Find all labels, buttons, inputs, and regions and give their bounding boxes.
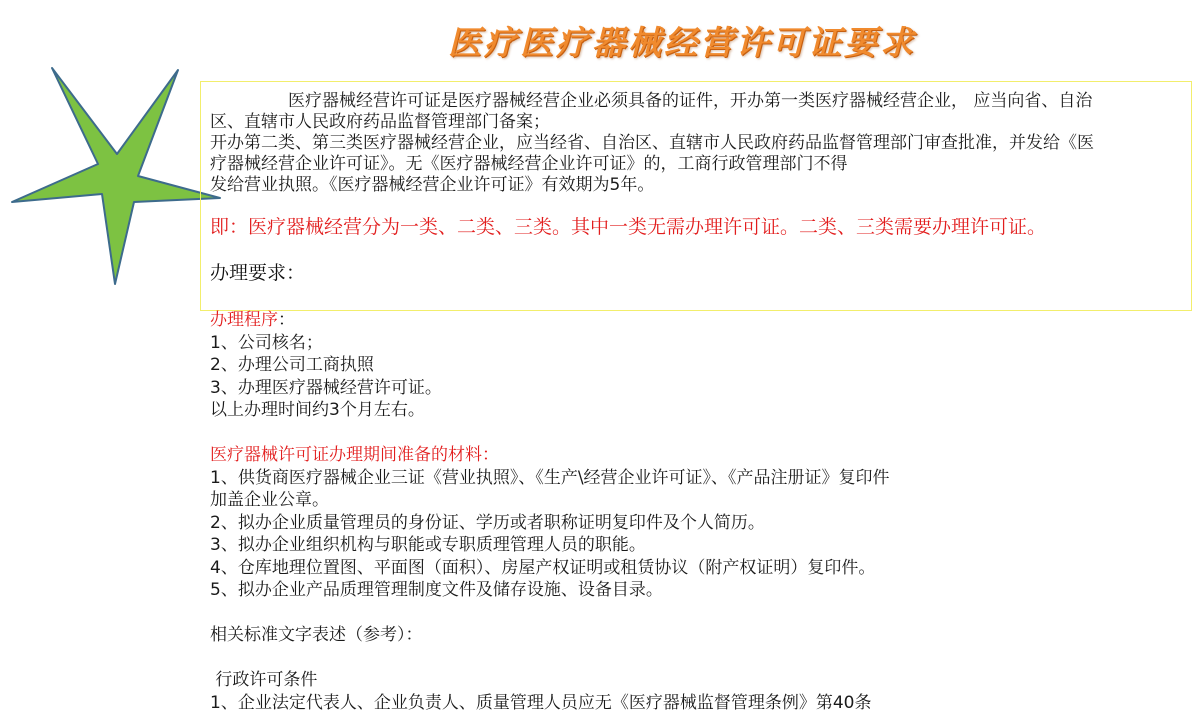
conditions-heading: 行政许可条件 xyxy=(210,670,318,690)
intro-line-1: 医疗器械经营许可证是医疗器械经营企业必须具备的证件，开办第一类医疗器械经营企业， 应当向省、自治 xyxy=(288,91,1093,111)
materials-item-1-continued: 加盖企业公章。 xyxy=(210,490,329,510)
classification-highlight: 即：医疗器械经营分为一类、二类、三类。其中一类无需办理许可证。二类、三类需要办理许可证。 xyxy=(210,216,1047,238)
requirements-title: 办理要求： xyxy=(210,262,306,284)
procedure-heading-text: 办理程序 xyxy=(210,310,278,330)
reference-heading: 相关标准文字表述（参考）： xyxy=(210,625,423,645)
materials-item-4: 4、仓库地理位置图、平面图（面积）、房屋产权证明或租赁协议（附产权证明）复印件。 xyxy=(210,557,876,578)
intro-line-2: 区、直辖市人民政府药品监督管理部门备案； xyxy=(210,112,550,132)
materials-heading: 医疗器械许可证办理期间准备的材料： xyxy=(210,445,499,465)
intro-line-5: 发给营业执照。《医疗器械经营企业许可证》有效期为5年。 xyxy=(210,175,655,195)
spacer xyxy=(210,422,1170,445)
procedure-step-1: 1、公司核名； xyxy=(210,332,323,353)
materials-item-3: 3、拟办企业组织机构与职能或专职质理管理人员的职能。 xyxy=(210,535,646,555)
procedure-heading-colon: ： xyxy=(278,310,295,330)
materials-item-2: 2、拟办企业质量管理员的身份证、学历或者职称证明复印件及个人简历。 xyxy=(210,512,765,533)
procedure-step-3: 3、办理医疗器械经营许可证。 xyxy=(210,377,442,398)
page-title: 医疗医疗器械经营许可证要求 xyxy=(448,23,916,62)
star-decoration-icon xyxy=(10,66,224,286)
intro-line-3: 开办第二类、第三类医疗器械经营企业，应当经省、自治区、直辖市人民政府药品监督管理部门审查批准，并发给《医 xyxy=(210,133,1094,153)
intro-line-4: 疗器械经营企业许可证》。无《医疗器械经营企业许可证》的，工商行政管理部门不得 xyxy=(210,154,848,174)
procedure-heading xyxy=(210,309,1170,332)
materials-item-5: 5、拟办企业产品质理管理制度文件及储存设施、设备目录。 xyxy=(210,580,663,600)
intro-paragraph xyxy=(210,91,1185,196)
spacer xyxy=(210,602,1170,625)
procedure-section xyxy=(210,309,1170,714)
spacer xyxy=(210,647,1170,670)
materials-item-1: 1、供货商医疗器械企业三证《营业执照》、《生产\经营企业许可证》、《产品注册证》复印件 xyxy=(210,467,890,488)
procedure-duration: 以上办理时间约3个月左右。 xyxy=(210,400,425,420)
procedure-step-2: 2、办理公司工商执照 xyxy=(210,355,374,375)
conditions-item-1: 1、企业法定代表人、企业负责人、质量管理人员应无《医疗器械监督管理条例》第40条 xyxy=(210,692,872,713)
